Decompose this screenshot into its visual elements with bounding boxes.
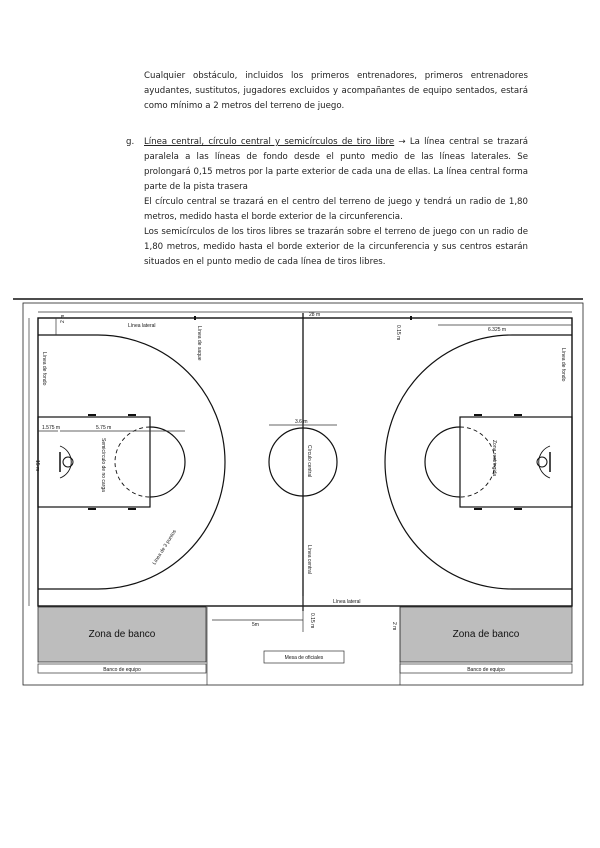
label-bench-zone-right: Zona de banco — [452, 629, 520, 640]
label-bench-zone-left: Zona de banco — [88, 629, 156, 640]
dim-right-2: 6.325 m — [488, 327, 507, 333]
dim-length: 28 m — [309, 312, 321, 318]
dim-center-circle: 3.6 m — [295, 419, 308, 425]
dim-bottom-015: 0.15 m — [309, 613, 315, 629]
label-bench-left: Banco de equipo — [103, 667, 141, 673]
label-restricted-zone: Zona restringida — [491, 440, 497, 477]
label-center-circle: Círculo central — [306, 445, 312, 478]
label-semicircle: Semicírculo de no carga — [100, 438, 106, 492]
label-three-point-line: Línea de 3 puntos — [151, 528, 178, 567]
dim-lane-1: 1.575 m — [42, 425, 61, 431]
label-lateral-top: Línea lateral — [128, 323, 156, 329]
label-center-line: Línea central — [306, 545, 312, 574]
lane-right — [460, 417, 572, 507]
dim-right-1: 0.15 m — [395, 325, 401, 341]
section-g-title: Línea central, círculo central y semicírculos de tiro libre — [144, 137, 395, 147]
dim-top: 2 m — [60, 314, 66, 323]
label-three-point-top: Línea de saque — [196, 326, 202, 361]
arrow-symbol: → — [398, 137, 406, 147]
section-g-text-2: El círculo central se trazará en el centro del terreno de juego y tendrá un radio de 1,80 metros, medido hasta el borde exterior de la circunferencia. — [144, 197, 528, 222]
label-baseline-right: Línea de fondo — [560, 348, 566, 382]
dim-5m: 5m — [252, 622, 259, 628]
section-marker: g. — [126, 137, 135, 147]
label-baseline-left: Línea de fondo — [41, 352, 47, 386]
section-g-text-3: Los semicírculos de los tiros libres se trazarán sobre el terreno de juego con un radio de 1,80 metros, medido hasta el borde exterior de la circunferencia y sus centros estarán situados en el punto medio de cada línea de tiros libres. — [144, 227, 528, 267]
free-throw-semicircle-right — [425, 427, 460, 497]
three-point-line-right — [385, 335, 572, 589]
label-officials-table: Mesa de oficiales — [284, 655, 324, 661]
paragraph-obstacles: Cualquier obstáculo, incluidos los primeros entrenadores, primeros entrenadores ayudantes, sustitutos, jugadores excluidos y acompañantes de equipo sentados, estará como mínimo a 2 metros del terreno de juego. — [144, 71, 528, 111]
section-g-text-1: La línea central se trazará paralela a las líneas de fondo desde el punto medio de las líneas laterales. Se prolongará 0,15 metros por la parte exterior de cada una de ellas. La línea central forma parte de la pista trasera — [144, 137, 529, 192]
three-point-line-left — [38, 335, 225, 589]
label-bench-right: Banco de equipo — [467, 667, 505, 673]
dim-lane-2: 5.75 m — [96, 425, 112, 431]
dim-width: 15 m — [34, 460, 40, 472]
dim-2m-bottom: 2 m — [391, 622, 397, 631]
label-lateral-bottom: Línea lateral — [333, 599, 361, 605]
free-throw-semicircle-left — [150, 427, 185, 497]
